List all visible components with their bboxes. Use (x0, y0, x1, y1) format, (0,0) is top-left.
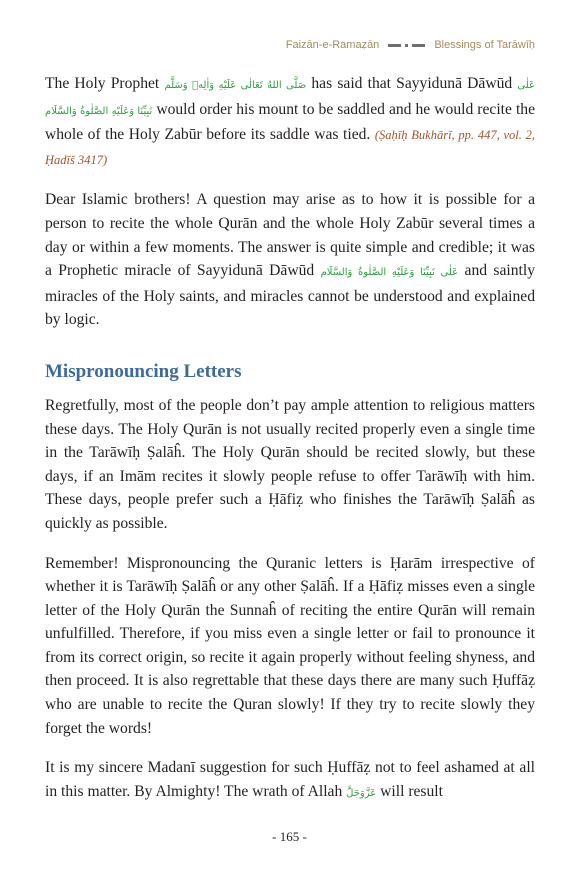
page-body (45, 72, 535, 805)
section-heading: Mispronouncing Letters (45, 360, 242, 382)
alaihis-salam-inscription: عَلٰى نَبِيِّنَا وَعَلَيْهِ الصَّلٰوةُ وَالسَّلَام (45, 80, 535, 117)
paragraph-miracle-explanation (45, 188, 535, 332)
alaihis-salam-inscription: عَلٰى نَبِيِّنَا وَعَلَيْهِ الصَّلٰوةُ وَالسَّلَام (320, 267, 459, 279)
azza-wa-jal-inscription: عَزَّوَجَلَّ (346, 787, 377, 799)
paragraph-text: Dear Islamic brothers! A question may arise as to how it is possible for a person to recite the whole Qurān and the whole Holy Zabūr several times a day or within a few moments. The answer is quite simple and credible; it was a Prophetic miracle of Sayyidunā Dāwūd (45, 191, 535, 280)
running-head (286, 39, 535, 51)
paragraph-text: It is my sincere Madanī suggestion for such Ḥuffāẓ not to feel ashamed at all in this matter. By Almighty! The wrath of Allah (45, 759, 535, 800)
header-separator (385, 44, 428, 47)
separator-dash-left (388, 44, 401, 47)
salawat-inscription: صَلَّى اللهُ تَعَالٰى عَلَيْهِ وَاٰلِهٖ وَسَلَّم (164, 80, 307, 91)
paragraph-dawud-recitation (45, 72, 535, 172)
paragraph-text: and saintly miracles of the Holy saints, and miracles cannot be understood and explained by logic. (45, 262, 536, 329)
paragraph-text: would order his mount to be saddled and he would recite the whole of the Holy Zabūr before its saddle was tied. (45, 100, 535, 144)
paragraph-text: has said that Sayyidunā Dāwūd (311, 75, 513, 92)
separator-dash-right (412, 44, 425, 47)
hadith-citation: (Ṣaḥīḥ Bukhārī, pp. 447, vol. 2, Ḥadīš 3417) (45, 128, 535, 167)
paragraph-remember: Remember! Mispronouncing the Quranic letters is Ḥarām irrespective of whether it is Tarāwīḥ Ṣalāĥ or any other Ṣalāĥ. If a Ḥāfiẓ misses even a single letter of the Holy Qurān the Sunnaĥ of reciting the entire Qurān will remain unfulfilled. Therefore, if you miss even a single letter or fail to pronounce it from its correct origin, so recite it again properly without feeling shyness, and then proceed. It is also regrettable that these days there are many such Ḥuffāẓ who are unable to recite the Quran slowly! If they try to recite slowly they forget the words! (45, 554, 535, 737)
paragraph-text: The Holy Prophet (45, 75, 160, 92)
separator-dot (405, 44, 408, 47)
page-number: - 165 - (272, 829, 307, 844)
paragraph-regretfully: Regretfully, most of the people don’t pay ample attention to religious matters these days. The Holy Qurān is not usually recited properly even a single time in the Tarāwīḥ Ṣalāĥ. The Holy Qurān should be recited slowly, but these days, if an Imām recites it slowly people refuse to offer Tarāwīḥ with him. These days, people prefer such a Ḥāfiẓ who finishes the Tarāwīḥ Ṣalāĥ as quickly as possible. (45, 396, 535, 532)
paragraph-madani-suggestion (45, 756, 535, 805)
chapter-title: Blessings of Tarāwīḥ (434, 39, 535, 51)
paragraph-text: will result (380, 782, 443, 800)
book-title: Faizān-e-Ramaẓān (285, 39, 380, 51)
